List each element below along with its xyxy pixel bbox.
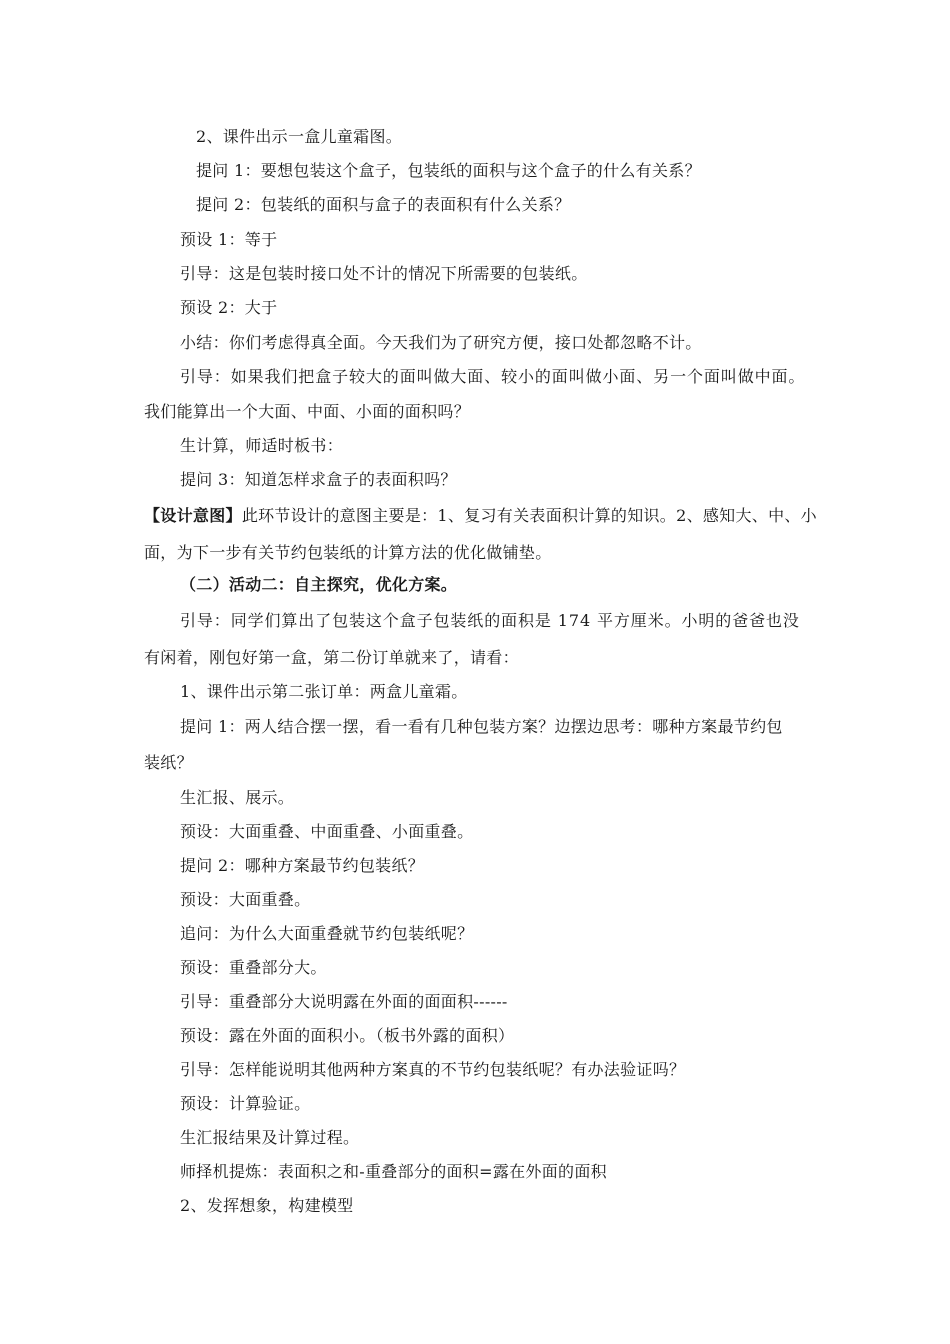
- text-line: 预设：重叠部分大。: [180, 958, 327, 977]
- text-line: 预设：计算验证。: [180, 1094, 311, 1113]
- text-line: 引导：同学们算出了包装这个盒子包装纸的面积是 174 平方厘米。小明的爸爸也没: [180, 611, 800, 630]
- text-line: 生汇报结果及计算过程。: [180, 1128, 360, 1147]
- text-line: 2、课件出示一盒儿童霜图。: [196, 127, 403, 146]
- text-line: 预设：大面重叠。: [180, 890, 311, 909]
- text-line: 面，为下一步有关节约包装纸的计算方法的优化做铺垫。: [144, 543, 552, 562]
- text-line: 追问：为什么大面重叠就节约包装纸呢？: [180, 924, 474, 943]
- design-intent-text: 此环节设计的意图主要是：1、复习有关表面积计算的知识。2、感知大、中、小: [241, 506, 817, 525]
- text-line: 提问 1：两人结合摆一摆，看一看有几种包装方案？边摆边思考：哪种方案最节约包: [180, 717, 783, 736]
- design-intent-paragraph: [144, 505, 817, 527]
- text-line: 生汇报、展示。: [180, 788, 295, 807]
- text-line: 2、发挥想象，构建模型: [180, 1196, 354, 1215]
- text-line: 1、课件出示第二张订单：两盒儿童霜。: [180, 682, 468, 701]
- text-line: 预设 2：大于: [180, 298, 278, 317]
- text-line: 装纸？: [144, 753, 193, 772]
- text-line: 小结：你们考虑得真全面。今天我们为了研究方便，接口处都忽略不计。: [180, 333, 702, 352]
- section-heading: （二）活动二：自主探究，优化方案。: [180, 575, 458, 594]
- text-line: 引导：怎样能说明其他两种方案真的不节约包装纸呢？有办法验证吗？: [180, 1060, 686, 1079]
- text-line: 师择机提炼：表面积之和-重叠部分的面积=露在外面的面积: [180, 1162, 607, 1181]
- text-line: 预设 1：等于: [180, 230, 278, 249]
- text-line: 提问 1：要想包装这个盒子，包装纸的面积与这个盒子的什么有关系？: [196, 161, 701, 180]
- design-intent-tag: 【设计意图】: [144, 506, 242, 525]
- text-line: 引导：如果我们把盒子较大的面叫做大面、较小的面叫做小面、另一个面叫做中面。: [180, 367, 806, 386]
- text-line: 引导：这是包装时接口处不计的情况下所需要的包装纸。: [180, 264, 588, 283]
- text-line: 提问 3：知道怎样求盒子的表面积吗？: [180, 470, 457, 489]
- text-line: 提问 2：哪种方案最节约包装纸？: [180, 856, 425, 875]
- text-line: 提问 2：包装纸的面积与盒子的表面积有什么关系？: [196, 195, 571, 214]
- text-line: 预设：大面重叠、中面重叠、小面重叠。: [180, 822, 474, 841]
- text-line: 我们能算出一个大面、中面、小面的面积吗？: [144, 402, 471, 421]
- text-line: 有闲着，刚包好第一盒，第二份订单就来了，请看：: [144, 648, 519, 667]
- text-line: 生计算，师适时板书：: [180, 436, 344, 455]
- text-line: 预设：露在外面的面积小。（板书外露的面积）: [180, 1026, 515, 1045]
- text-line: 引导：重叠部分大说明露在外面的面面积------: [180, 992, 508, 1011]
